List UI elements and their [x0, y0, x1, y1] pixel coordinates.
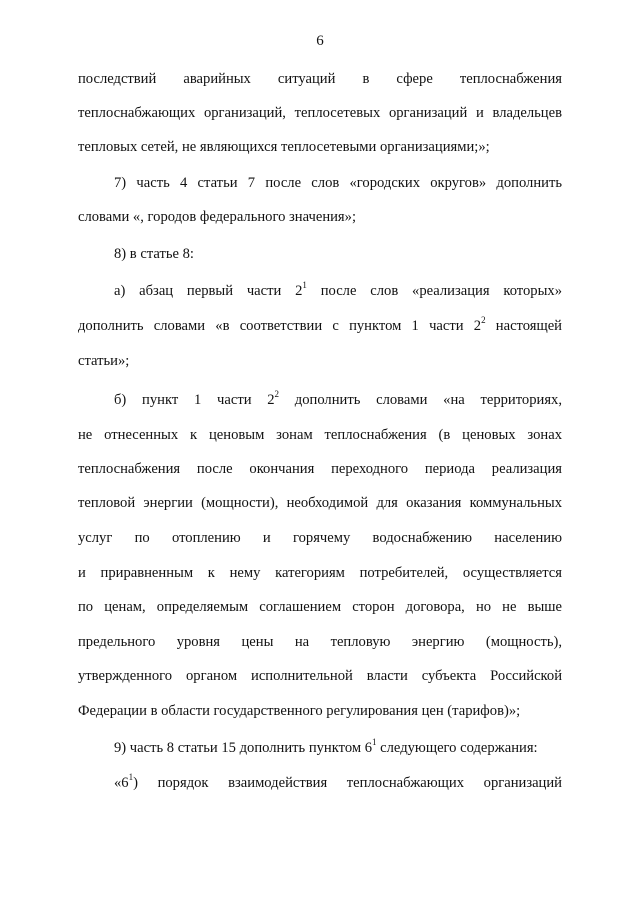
superscript: 2: [481, 315, 486, 326]
text-line: Федерации в области государственного регулирования цен (тарифов)»;: [78, 703, 521, 719]
text-line: утвержденного органом исполнительной власти субъекта Российской: [78, 668, 562, 684]
text-line: тепловых сетей, не являющихся теплосетевыми организациями;»;: [78, 139, 490, 155]
text-line: словами «, городов федерального значения»;: [78, 209, 357, 225]
page-number: 6: [316, 33, 324, 49]
text-line: 8) в статье 8:: [114, 246, 194, 262]
text-line: теплоснабжения после окончания переходного периода реализация: [78, 461, 562, 477]
text-line: не отнесенных к ценовым зонам теплоснабжения (в ценовых зонах: [78, 427, 562, 443]
superscript: 1: [128, 772, 134, 783]
superscript: 1: [302, 280, 307, 291]
text-line: б) пункт 1 части $2^2$ дополнить словами «на территориях,: [114, 389, 562, 408]
text-line: услуг по отоплению и горячему водоснабжению населению: [78, 530, 562, 546]
text-line: 7) часть 4 статьи 7 после слов «городских округов» дополнить: [114, 175, 562, 191]
superscript: 1: [372, 737, 377, 748]
text-line: «$6^1$) порядок взаимодействия теплоснабжающих организаций: [114, 772, 562, 791]
text-line: 9) часть 8 статьи 15 дополнить пунктом $6^1$ следующего содержания:: [114, 737, 538, 756]
text-line: дополнить словами «в соответствии с пунктом 1 части $2^2$ настоящей: [78, 315, 562, 334]
text-line: теплоснабжающих организаций, теплосетевых организаций и владельцев: [78, 105, 562, 121]
text-line: предельного уровня цены на тепловую энергию (мощность),: [78, 634, 562, 650]
text-line: последствий аварийных ситуаций в сфере теплоснабжения: [78, 71, 562, 87]
text-line: статьи»;: [78, 353, 130, 369]
text-line: по ценам, определяемым соглашением сторон договора, но не выше: [78, 599, 562, 615]
text-line: и приравненным к нему категориям потребителей, осуществляется: [78, 565, 562, 581]
text-line: тепловой энергии (мощности), необходимой для оказания коммунальных: [78, 495, 562, 511]
superscript: 2: [274, 389, 280, 400]
text-line: а) абзац первый части $2^1$ после слов «реализация которых»: [114, 280, 562, 299]
